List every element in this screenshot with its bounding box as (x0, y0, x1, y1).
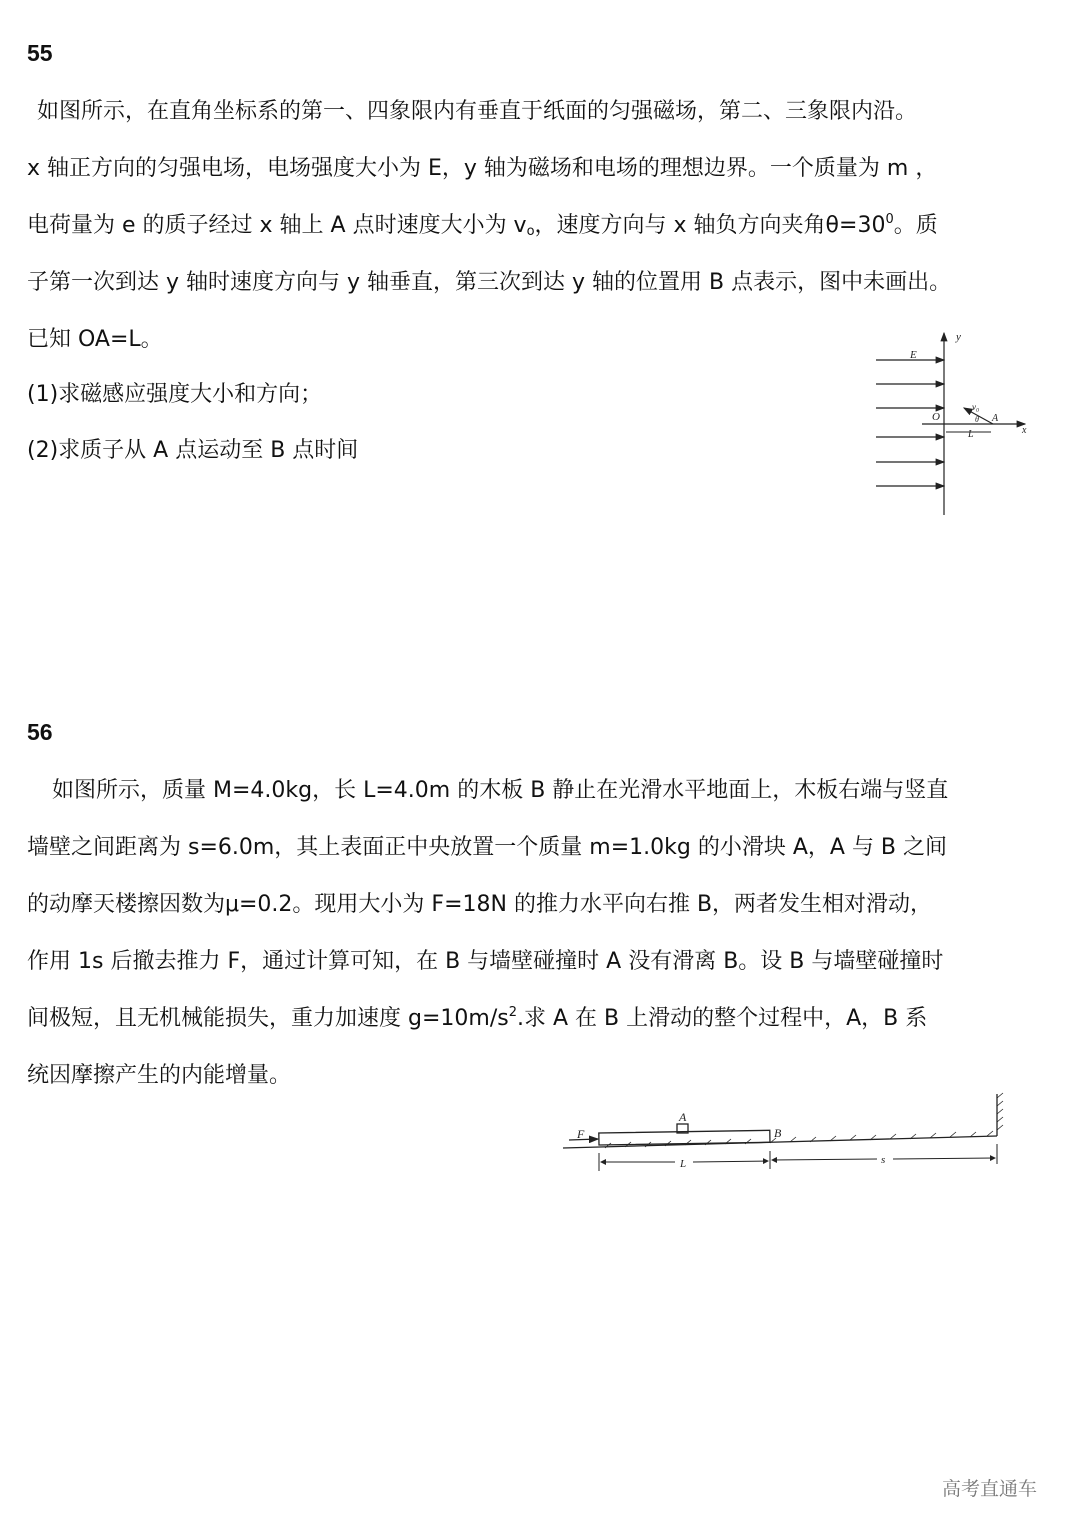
q55-question-1: (1)求磁感应强度大小和方向； (27, 382, 323, 407)
q55-text-line-3: 电荷量为 e 的质子经过 x 轴上 A 点时速度大小为 $v_o$，速度方向与 x 轴负方向夹角$\theta=30^0$。质 (27, 212, 938, 239)
dimension-s-right (893, 1158, 995, 1159)
dimension-s-left (772, 1159, 877, 1160)
q56-text-line-2: 墙壁之间距离为 s=6.0m，其上表面正中央放置一个质量 m=1.0kg 的小滑块 A，A 与 B 之间 (27, 835, 948, 860)
label-o: O (932, 411, 940, 423)
q55-text-line-2: x 轴正方向的匀强电场，电场强度大小为 E，y 轴为磁场和电场的理想边界。一个质量为 m ， (27, 156, 938, 181)
watermark: 高考直通车 (942, 1478, 1038, 1500)
q56-text-line-6: 统因摩擦产生的内能增量。 (27, 1063, 292, 1088)
question-number-55: 55 (27, 40, 53, 66)
q56-board-wall-diagram (555, 1088, 1015, 1188)
q55-text-line-5: 已知 OA=L。 (27, 327, 163, 352)
q56-text-line-3: 的动摩天楼擦因数为μ=0.2。现用大小为 F=18N 的推力水平向右推 B，两者发生相对滑动， (27, 892, 933, 917)
wall-hatching (997, 1093, 1003, 1130)
q56-text-line-1: 如图所示，质量 M=4.0kg，长 L=4.0m 的木板 B 静止在光滑水平地面上，木板右端与竖直 (52, 778, 949, 803)
label-b: B (774, 1126, 782, 1140)
label-x: x (1022, 425, 1027, 436)
label-e: E (910, 349, 917, 361)
q55-text-line-1: 如图所示，在直角坐标系的第一、四象限内有垂直于纸面的匀强磁场，第二、三象限内沿。 (37, 99, 918, 124)
question-number-56: 56 (27, 719, 53, 745)
label-a: A (679, 1110, 687, 1124)
label-l: L (680, 1158, 687, 1170)
label-v0: v₀ (972, 402, 980, 412)
label-a: A (992, 413, 999, 424)
label-theta: θ (975, 415, 979, 424)
q55-question-2: (2)求质子从 A 点运动至 B 点时间 (27, 438, 359, 463)
dimension-l-right (693, 1161, 768, 1162)
label-f: F (577, 1127, 585, 1141)
q56-text-line-5: 间极短，且无机械能损失，重力加速度 $g=10m/s^2$.求 A 在 B 上滑动的整个过程中，A，B 系 (27, 1005, 928, 1031)
label-s: s (881, 1154, 886, 1166)
q56-text-line-4: 作用 1s 后撤去推力 F，通过计算可知，在 B 与墙壁碰撞时 A 没有滑离 B。设 B 与墙壁碰撞时 (27, 949, 944, 974)
q55-field-diagram (860, 325, 1060, 525)
q55-text-line-4: 子第一次到达 y 轴时速度方向与 y 轴垂直，第三次到达 y 轴的位置用 B 点表示，图中未画出。 (27, 270, 952, 295)
label-y: y (956, 331, 961, 343)
label-l: L (968, 429, 974, 440)
